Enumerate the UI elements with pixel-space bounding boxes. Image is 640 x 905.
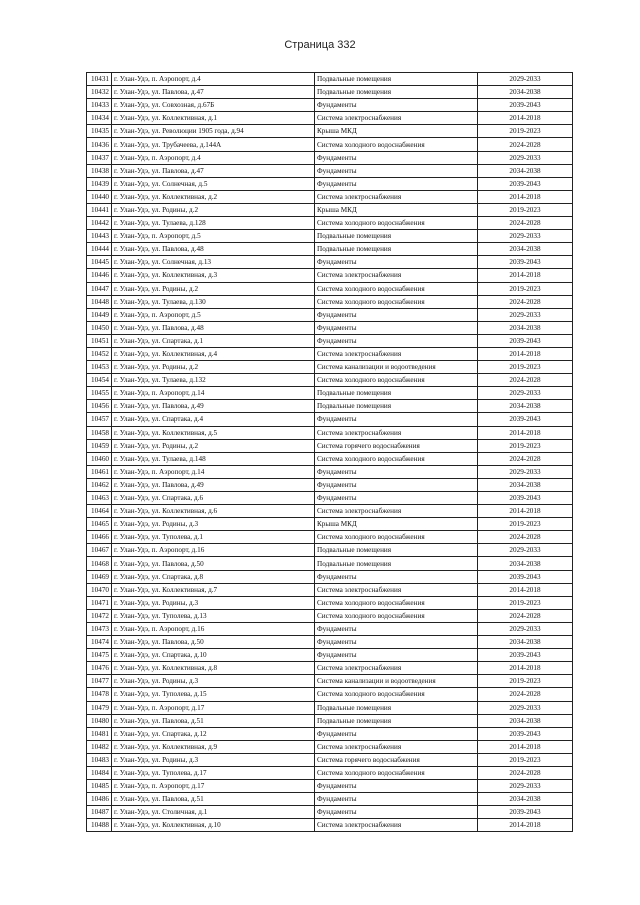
row-number-cell: 10460 (87, 452, 112, 465)
period-cell: 2029-2033 (478, 544, 573, 557)
period-cell: 2019-2023 (478, 282, 573, 295)
table-row (87, 701, 573, 714)
row-number-cell: 10450 (87, 321, 112, 334)
address-cell: г. Улан-Удэ, ул. Коллективная, д.7 (112, 583, 315, 596)
period-cell: 2029-2033 (478, 73, 573, 86)
address-cell: г. Улан-Удэ, ул. Столичная, д.1 (112, 806, 315, 819)
period-cell: 2029-2033 (478, 387, 573, 400)
row-number-cell: 10451 (87, 334, 112, 347)
address-cell: г. Улан-Удэ, ул. Спартака, д.12 (112, 727, 315, 740)
address-cell: г. Улан-Удэ, ул. Павлова, д.51 (112, 714, 315, 727)
table-row (87, 321, 573, 334)
period-cell: 2019-2023 (478, 439, 573, 452)
row-number-cell: 10477 (87, 675, 112, 688)
period-cell: 2014-2018 (478, 190, 573, 203)
row-number-cell: 10442 (87, 217, 112, 230)
row-number-cell: 10440 (87, 190, 112, 203)
address-cell: г. Улан-Удэ, ул. Коллективная, д.2 (112, 190, 315, 203)
work-type-cell: Система холодного водоснабжения (315, 596, 478, 609)
address-cell: г. Улан-Удэ, ул. Родины, д.3 (112, 518, 315, 531)
address-cell: г. Улан-Удэ, ул. Спартака, д.1 (112, 334, 315, 347)
table-row (87, 531, 573, 544)
work-type-cell: Система электроснабжения (315, 269, 478, 282)
address-cell: г. Улан-Удэ, ул. Павлова, д.49 (112, 400, 315, 413)
period-cell: 2019-2023 (478, 203, 573, 216)
period-cell: 2014-2018 (478, 740, 573, 753)
address-cell: г. Улан-Удэ, ул. Павлова, д.48 (112, 243, 315, 256)
table-row (87, 727, 573, 740)
address-cell: г. Улан-Удэ, ул. Тулаева, д.132 (112, 374, 315, 387)
table-row (87, 99, 573, 112)
period-cell: 2014-2018 (478, 347, 573, 360)
row-number-cell: 10435 (87, 125, 112, 138)
period-cell: 2039-2043 (478, 727, 573, 740)
table-row (87, 544, 573, 557)
table-row (87, 177, 573, 190)
table-row (87, 230, 573, 243)
address-cell: г. Улан-Удэ, ул. Тулаева, д.128 (112, 217, 315, 230)
address-cell: г. Улан-Удэ, ул. Родины, д.2 (112, 203, 315, 216)
row-number-cell: 10431 (87, 73, 112, 86)
address-cell: г. Улан-Удэ, ул. Спартака, д.8 (112, 570, 315, 583)
work-type-cell: Система электроснабжения (315, 347, 478, 360)
table-row (87, 282, 573, 295)
row-number-cell: 10479 (87, 701, 112, 714)
work-type-cell: Фундаменты (315, 793, 478, 806)
work-type-cell: Фундаменты (315, 478, 478, 491)
work-type-cell: Система холодного водоснабжения (315, 609, 478, 622)
row-number-cell: 10478 (87, 688, 112, 701)
table-row (87, 465, 573, 478)
period-cell: 2039-2043 (478, 99, 573, 112)
work-type-cell: Система холодного водоснабжения (315, 452, 478, 465)
address-cell: г. Улан-Удэ, п. Аэропорт, д.4 (112, 151, 315, 164)
row-number-cell: 10470 (87, 583, 112, 596)
table-row (87, 426, 573, 439)
row-number-cell: 10484 (87, 766, 112, 779)
period-cell: 2029-2033 (478, 622, 573, 635)
period-cell: 2039-2043 (478, 256, 573, 269)
period-cell: 2034-2038 (478, 478, 573, 491)
table-row (87, 518, 573, 531)
row-number-cell: 10456 (87, 400, 112, 413)
table-row (87, 308, 573, 321)
period-cell: 2039-2043 (478, 413, 573, 426)
table-row (87, 361, 573, 374)
registry-table-body (87, 73, 573, 832)
period-cell: 2034-2038 (478, 714, 573, 727)
work-type-cell: Крыша МКД (315, 518, 478, 531)
row-number-cell: 10432 (87, 86, 112, 99)
address-cell: г. Улан-Удэ, ул. Родины, д.3 (112, 596, 315, 609)
address-cell: г. Улан-Удэ, ул. Совхозная, д.67Б (112, 99, 315, 112)
period-cell: 2014-2018 (478, 112, 573, 125)
table-row (87, 112, 573, 125)
address-cell: г. Улан-Удэ, ул. Солнечная, д.13 (112, 256, 315, 269)
period-cell: 2024-2028 (478, 138, 573, 151)
row-number-cell: 10469 (87, 570, 112, 583)
row-number-cell: 10445 (87, 256, 112, 269)
table-row (87, 609, 573, 622)
work-type-cell: Подвальные помещения (315, 400, 478, 413)
address-cell: г. Улан-Удэ, ул. Павлова, д.47 (112, 86, 315, 99)
address-cell: г. Улан-Удэ, п. Аэропорт, д.14 (112, 465, 315, 478)
work-type-cell: Система горячего водоснабжения (315, 439, 478, 452)
table-row (87, 439, 573, 452)
address-cell: г. Улан-Удэ, ул. Родины, д.2 (112, 361, 315, 374)
table-row (87, 217, 573, 230)
address-cell: г. Улан-Удэ, п. Аэропорт, д.5 (112, 230, 315, 243)
work-type-cell: Система электроснабжения (315, 190, 478, 203)
period-cell: 2014-2018 (478, 505, 573, 518)
period-cell: 2024-2028 (478, 531, 573, 544)
work-type-cell: Фундаменты (315, 622, 478, 635)
work-type-cell: Система холодного водоснабжения (315, 766, 478, 779)
address-cell: г. Улан-Удэ, п. Аэропорт, д.17 (112, 701, 315, 714)
period-cell: 2039-2043 (478, 177, 573, 190)
work-type-cell: Фундаменты (315, 177, 478, 190)
work-type-cell: Фундаменты (315, 465, 478, 478)
period-cell: 2024-2028 (478, 609, 573, 622)
row-number-cell: 10472 (87, 609, 112, 622)
period-cell: 2034-2038 (478, 400, 573, 413)
row-number-cell: 10454 (87, 374, 112, 387)
address-cell: г. Улан-Удэ, ул. Павлова, д.47 (112, 164, 315, 177)
period-cell: 2039-2043 (478, 806, 573, 819)
work-type-cell: Фундаменты (315, 636, 478, 649)
row-number-cell: 10448 (87, 295, 112, 308)
address-cell: г. Улан-Удэ, ул. Коллективная, д.6 (112, 505, 315, 518)
address-cell: г. Улан-Удэ, ул. Солнечная, д.5 (112, 177, 315, 190)
period-cell: 2024-2028 (478, 374, 573, 387)
period-cell: 2039-2043 (478, 570, 573, 583)
row-number-cell: 10487 (87, 806, 112, 819)
page-header: Страница 332 (284, 39, 356, 51)
work-type-cell: Подвальные помещения (315, 86, 478, 99)
work-type-cell: Подвальные помещения (315, 557, 478, 570)
period-cell: 2034-2038 (478, 321, 573, 334)
work-type-cell: Фундаменты (315, 413, 478, 426)
work-type-cell: Подвальные помещения (315, 544, 478, 557)
address-cell: г. Улан-Удэ, ул. Родины, д.2 (112, 282, 315, 295)
row-number-cell: 10488 (87, 819, 112, 832)
work-type-cell: Система канализации и водоотведения (315, 361, 478, 374)
address-cell: г. Улан-Удэ, ул. Павлова, д.49 (112, 478, 315, 491)
row-number-cell: 10464 (87, 505, 112, 518)
address-cell: г. Улан-Удэ, ул. Павлова, д.51 (112, 793, 315, 806)
address-cell: г. Улан-Удэ, ул. Туполева, д.13 (112, 609, 315, 622)
table-row (87, 452, 573, 465)
period-cell: 2029-2033 (478, 308, 573, 321)
table-row (87, 583, 573, 596)
work-type-cell: Система холодного водоснабжения (315, 295, 478, 308)
address-cell: г. Улан-Удэ, ул. Коллективная, д.5 (112, 426, 315, 439)
table-row (87, 334, 573, 347)
row-number-cell: 10457 (87, 413, 112, 426)
table-row (87, 400, 573, 413)
row-number-cell: 10436 (87, 138, 112, 151)
address-cell: г. Улан-Удэ, ул. Коллективная, д.3 (112, 269, 315, 282)
row-number-cell: 10439 (87, 177, 112, 190)
work-type-cell: Система электроснабжения (315, 740, 478, 753)
table-row (87, 740, 573, 753)
row-number-cell: 10462 (87, 478, 112, 491)
work-type-cell: Фундаменты (315, 334, 478, 347)
period-cell: 2039-2043 (478, 492, 573, 505)
table-row (87, 662, 573, 675)
row-number-cell: 10468 (87, 557, 112, 570)
row-number-cell: 10461 (87, 465, 112, 478)
work-type-cell: Фундаменты (315, 164, 478, 177)
table-row (87, 766, 573, 779)
row-number-cell: 10443 (87, 230, 112, 243)
address-cell: г. Улан-Удэ, ул. Спартака, д.6 (112, 492, 315, 505)
address-cell: г. Улан-Удэ, ул. Революции 1905 года, д.94 (112, 125, 315, 138)
work-type-cell: Фундаменты (315, 727, 478, 740)
period-cell: 2014-2018 (478, 426, 573, 439)
table-row (87, 596, 573, 609)
period-cell: 2039-2043 (478, 649, 573, 662)
row-number-cell: 10471 (87, 596, 112, 609)
address-cell: г. Улан-Удэ, ул. Коллективная, д.4 (112, 347, 315, 360)
address-cell: г. Улан-Удэ, ул. Коллективная, д.1 (112, 112, 315, 125)
period-cell: 2029-2033 (478, 230, 573, 243)
work-type-cell: Фундаменты (315, 256, 478, 269)
table-row (87, 125, 573, 138)
address-cell: г. Улан-Удэ, ул. Туполева, д.1 (112, 531, 315, 544)
table-row (87, 347, 573, 360)
address-cell: г. Улан-Удэ, ул. Туполева, д.17 (112, 766, 315, 779)
address-cell: г. Улан-Удэ, ул. Тулаева, д.148 (112, 452, 315, 465)
period-cell: 2019-2023 (478, 675, 573, 688)
period-cell: 2024-2028 (478, 217, 573, 230)
table-row (87, 622, 573, 635)
table-row (87, 780, 573, 793)
work-type-cell: Фундаменты (315, 308, 478, 321)
row-number-cell: 10453 (87, 361, 112, 374)
address-cell: г. Улан-Удэ, п. Аэропорт, д.4 (112, 73, 315, 86)
row-number-cell: 10473 (87, 622, 112, 635)
table-row (87, 649, 573, 662)
row-number-cell: 10452 (87, 347, 112, 360)
table-row (87, 243, 573, 256)
row-number-cell: 10483 (87, 753, 112, 766)
table-row (87, 295, 573, 308)
work-type-cell: Система электроснабжения (315, 819, 478, 832)
table-row (87, 387, 573, 400)
address-cell: г. Улан-Удэ, п. Аэропорт, д.14 (112, 387, 315, 400)
work-type-cell: Фундаменты (315, 321, 478, 334)
row-number-cell: 10459 (87, 439, 112, 452)
work-type-cell: Система холодного водоснабжения (315, 217, 478, 230)
table-row (87, 374, 573, 387)
row-number-cell: 10447 (87, 282, 112, 295)
table-row (87, 505, 573, 518)
work-type-cell: Система холодного водоснабжения (315, 138, 478, 151)
row-number-cell: 10466 (87, 531, 112, 544)
table-row (87, 688, 573, 701)
table-row (87, 793, 573, 806)
address-cell: г. Улан-Удэ, ул. Родины, д.3 (112, 753, 315, 766)
row-number-cell: 10441 (87, 203, 112, 216)
work-type-cell: Система электроснабжения (315, 426, 478, 439)
row-number-cell: 10433 (87, 99, 112, 112)
period-cell: 2029-2033 (478, 701, 573, 714)
table-row (87, 675, 573, 688)
work-type-cell: Крыша МКД (315, 203, 478, 216)
table-row (87, 151, 573, 164)
period-cell: 2034-2038 (478, 164, 573, 177)
work-type-cell: Система электроснабжения (315, 505, 478, 518)
address-cell: г. Улан-Удэ, ул. Спартака, д.10 (112, 649, 315, 662)
period-cell: 2014-2018 (478, 269, 573, 282)
address-cell: г. Улан-Удэ, ул. Павлова, д.48 (112, 321, 315, 334)
table-row (87, 413, 573, 426)
row-number-cell: 10465 (87, 518, 112, 531)
row-number-cell: 10480 (87, 714, 112, 727)
period-cell: 2024-2028 (478, 295, 573, 308)
work-type-cell: Система холодного водоснабжения (315, 531, 478, 544)
period-cell: 2024-2028 (478, 688, 573, 701)
table-row (87, 714, 573, 727)
row-number-cell: 10482 (87, 740, 112, 753)
address-cell: г. Улан-Удэ, ул. Трубачеева, д.144А (112, 138, 315, 151)
row-number-cell: 10449 (87, 308, 112, 321)
period-cell: 2029-2033 (478, 151, 573, 164)
work-type-cell: Система холодного водоснабжения (315, 282, 478, 295)
work-type-cell: Фундаменты (315, 151, 478, 164)
period-cell: 2014-2018 (478, 662, 573, 675)
address-cell: г. Улан-Удэ, ул. Туполева, д.15 (112, 688, 315, 701)
row-number-cell: 10438 (87, 164, 112, 177)
period-cell: 2014-2018 (478, 819, 573, 832)
table-row (87, 190, 573, 203)
address-cell: г. Улан-Удэ, п. Аэропорт, д.5 (112, 308, 315, 321)
address-cell: г. Улан-Удэ, ул. Тулаева, д.130 (112, 295, 315, 308)
table-row (87, 164, 573, 177)
address-cell: г. Улан-Удэ, п. Аэропорт, д.16 (112, 544, 315, 557)
address-cell: г. Улан-Удэ, ул. Коллективная, д.10 (112, 819, 315, 832)
period-cell: 2034-2038 (478, 636, 573, 649)
work-type-cell: Подвальные помещения (315, 714, 478, 727)
period-cell: 2019-2023 (478, 596, 573, 609)
row-number-cell: 10476 (87, 662, 112, 675)
period-cell: 2029-2033 (478, 465, 573, 478)
work-type-cell: Подвальные помещения (315, 73, 478, 86)
row-number-cell: 10455 (87, 387, 112, 400)
work-type-cell: Фундаменты (315, 570, 478, 583)
work-type-cell: Подвальные помещения (315, 701, 478, 714)
table-row (87, 138, 573, 151)
period-cell: 2019-2023 (478, 518, 573, 531)
work-type-cell: Система электроснабжения (315, 583, 478, 596)
address-cell: г. Улан-Удэ, ул. Павлова, д.50 (112, 557, 315, 570)
table-row (87, 269, 573, 282)
period-cell: 2034-2038 (478, 243, 573, 256)
work-type-cell: Крыша МКД (315, 125, 478, 138)
period-cell: 2034-2038 (478, 793, 573, 806)
table-row (87, 806, 573, 819)
work-type-cell: Фундаменты (315, 806, 478, 819)
row-number-cell: 10437 (87, 151, 112, 164)
row-number-cell: 10434 (87, 112, 112, 125)
table-row (87, 478, 573, 491)
row-number-cell: 10458 (87, 426, 112, 439)
work-type-cell: Фундаменты (315, 492, 478, 505)
work-type-cell: Фундаменты (315, 99, 478, 112)
address-cell: г. Улан-Удэ, ул. Родины, д.3 (112, 675, 315, 688)
address-cell: г. Улан-Удэ, ул. Спартака, д.4 (112, 413, 315, 426)
work-type-cell: Система электроснабжения (315, 662, 478, 675)
address-cell: г. Улан-Удэ, п. Аэропорт, д.16 (112, 622, 315, 635)
table-row (87, 256, 573, 269)
period-cell: 2034-2038 (478, 557, 573, 570)
period-cell: 2024-2028 (478, 452, 573, 465)
work-type-cell: Подвальные помещения (315, 243, 478, 256)
row-number-cell: 10486 (87, 793, 112, 806)
work-type-cell: Система канализации и водоотведения (315, 675, 478, 688)
row-number-cell: 10485 (87, 780, 112, 793)
table-row (87, 203, 573, 216)
table-row (87, 819, 573, 832)
table-row (87, 570, 573, 583)
period-cell: 2014-2018 (478, 583, 573, 596)
registry-table (86, 72, 573, 832)
row-number-cell: 10463 (87, 492, 112, 505)
row-number-cell: 10481 (87, 727, 112, 740)
period-cell: 2019-2023 (478, 753, 573, 766)
period-cell: 2039-2043 (478, 334, 573, 347)
period-cell: 2024-2028 (478, 766, 573, 779)
table-row (87, 557, 573, 570)
row-number-cell: 10474 (87, 636, 112, 649)
work-type-cell: Система холодного водоснабжения (315, 374, 478, 387)
work-type-cell: Подвальные помещения (315, 387, 478, 400)
table-row (87, 753, 573, 766)
address-cell: г. Улан-Удэ, ул. Родины, д.2 (112, 439, 315, 452)
work-type-cell: Подвальные помещения (315, 230, 478, 243)
address-cell: г. Улан-Удэ, ул. Коллективная, д.9 (112, 740, 315, 753)
row-number-cell: 10475 (87, 649, 112, 662)
address-cell: г. Улан-Удэ, ул. Павлова, д.50 (112, 636, 315, 649)
row-number-cell: 10444 (87, 243, 112, 256)
work-type-cell: Система электроснабжения (315, 112, 478, 125)
row-number-cell: 10446 (87, 269, 112, 282)
address-cell: г. Улан-Удэ, п. Аэропорт, д.17 (112, 780, 315, 793)
period-cell: 2034-2038 (478, 86, 573, 99)
work-type-cell: Система горячего водоснабжения (315, 753, 478, 766)
table-row (87, 86, 573, 99)
table-row (87, 73, 573, 86)
period-cell: 2019-2023 (478, 361, 573, 374)
row-number-cell: 10467 (87, 544, 112, 557)
work-type-cell: Фундаменты (315, 780, 478, 793)
period-cell: 2029-2033 (478, 780, 573, 793)
table-row (87, 636, 573, 649)
work-type-cell: Система холодного водоснабжения (315, 688, 478, 701)
address-cell: г. Улан-Удэ, ул. Коллективная, д.8 (112, 662, 315, 675)
period-cell: 2019-2023 (478, 125, 573, 138)
table-row (87, 492, 573, 505)
work-type-cell: Фундаменты (315, 649, 478, 662)
